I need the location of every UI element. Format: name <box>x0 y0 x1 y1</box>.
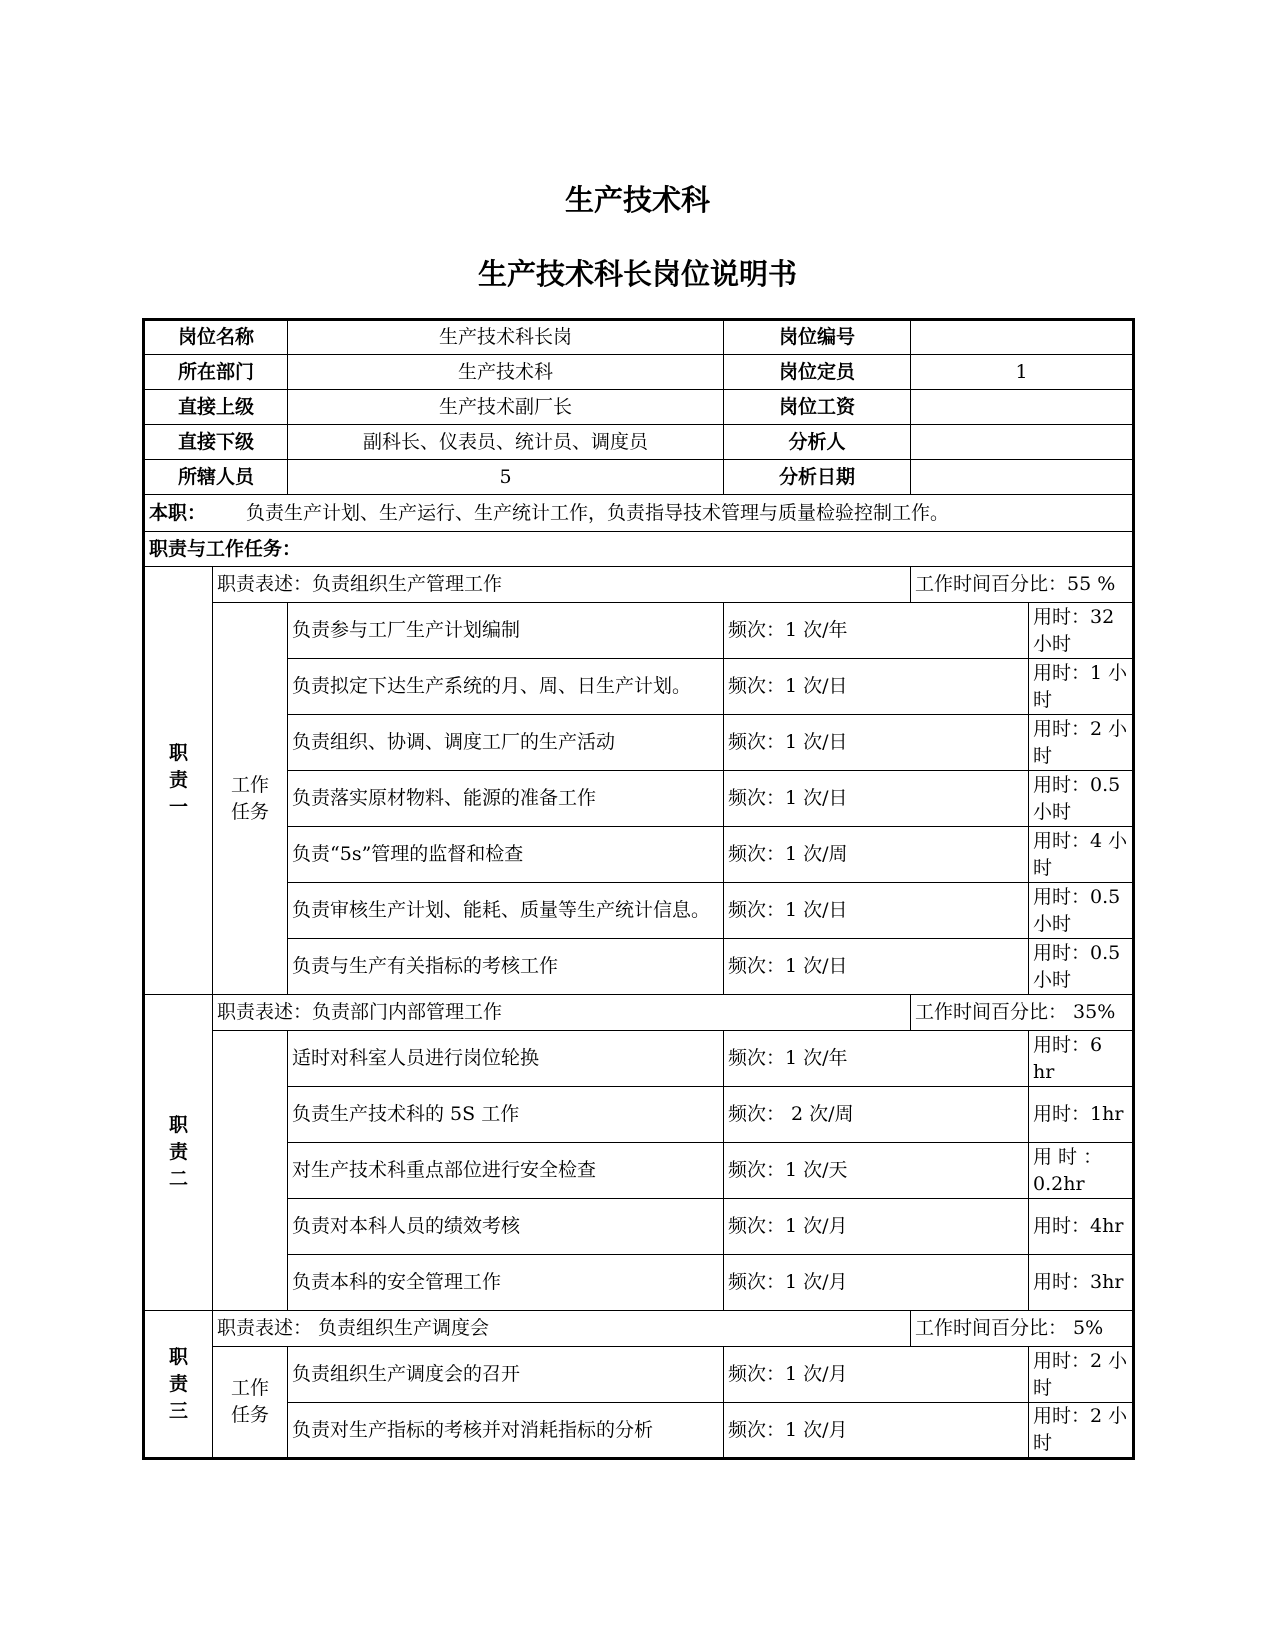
duty-time-percent: 工作时间百分比： 35% <box>911 995 1134 1031</box>
position-no-label: 岗位编号 <box>724 320 911 355</box>
task-time: 用时：32 小时 <box>1029 603 1134 659</box>
task-row <box>144 1143 1134 1199</box>
task-text: 对生产技术科重点部位进行安全检查 <box>288 1143 724 1199</box>
task-group-label <box>213 1347 288 1459</box>
duty-label <box>144 1311 213 1459</box>
task-text: 负责对生产指标的考核并对消耗指标的分析 <box>288 1403 724 1459</box>
duty-label-char: 一 <box>168 796 188 818</box>
position-no-value <box>911 320 1134 355</box>
task-row <box>144 1347 1134 1403</box>
task-frequency: 频次：1 次/日 <box>724 659 1029 715</box>
position-name-label: 岗位名称 <box>144 320 288 355</box>
task-frequency: 频次：1 次/年 <box>724 1031 1029 1087</box>
duty-label-char: 责 <box>168 1141 188 1163</box>
task-frequency: 频次：1 次/日 <box>724 883 1029 939</box>
duty-label-char: 职 <box>168 1114 188 1136</box>
task-text: 负责参与工厂生产计划编制 <box>288 603 724 659</box>
core-duty-text: 负责生产计划、生产运行、生产统计工作，负责指导技术管理与质量检验控制工作。 <box>246 501 950 524</box>
task-group-label-part: 工作 <box>231 773 270 796</box>
task-text: 负责拟定下达生产系统的月、周、日生产计划。 <box>288 659 724 715</box>
task-time: 用时：3hr <box>1029 1255 1134 1311</box>
duty-label-char: 责 <box>168 769 188 791</box>
analysis-date-label: 分析日期 <box>724 460 911 495</box>
subordinate-label: 直接下级 <box>144 425 288 460</box>
duties-header: 职责与工作任务： <box>144 532 1134 567</box>
core-duty-row <box>144 495 1134 532</box>
info-row <box>144 460 1134 495</box>
task-frequency: 频次：1 次/月 <box>724 1403 1029 1459</box>
info-row <box>144 355 1134 390</box>
salary-value <box>911 390 1134 425</box>
task-time: 用时：4hr <box>1029 1199 1134 1255</box>
task-row <box>144 939 1134 995</box>
task-row <box>144 603 1134 659</box>
task-row <box>144 1403 1134 1459</box>
task-time: 用时：1 小时 <box>1029 659 1134 715</box>
task-group-label <box>213 603 288 995</box>
task-row <box>144 1199 1134 1255</box>
superior-label: 直接上级 <box>144 390 288 425</box>
quota-value: 1 <box>911 355 1134 390</box>
duty-desc-row <box>144 995 1134 1031</box>
task-frequency: 频次：1 次/月 <box>724 1347 1029 1403</box>
document-title: 生产技术科长岗位说明书 <box>477 257 797 291</box>
duty-label-char: 职 <box>168 1345 188 1368</box>
task-time: 用时：6 hr <box>1029 1031 1134 1087</box>
info-row <box>144 390 1134 425</box>
task-text: 负责与生产有关指标的考核工作 <box>288 939 724 995</box>
info-row <box>144 320 1134 355</box>
task-frequency: 频次：1 次/天 <box>724 1143 1029 1199</box>
task-row <box>144 715 1134 771</box>
duty-label <box>144 995 213 1311</box>
task-time: 用时：1hr <box>1029 1087 1134 1143</box>
task-frequency: 频次：1 次/月 <box>724 1199 1029 1255</box>
superior-value: 生产技术副厂长 <box>288 390 724 425</box>
task-time: 用时：2 小时 <box>1029 1403 1134 1459</box>
duty-description: 职责表述：负责部门内部管理工作 <box>213 995 911 1031</box>
analyst-value <box>911 425 1134 460</box>
subordinate-value: 副科长、仪表员、统计员、调度员 <box>288 425 724 460</box>
task-frequency: 频次：1 次/日 <box>724 715 1029 771</box>
duty-time-percent: 工作时间百分比：55 % <box>911 567 1134 603</box>
task-frequency: 频次：1 次/日 <box>724 939 1029 995</box>
dept-label: 所在部门 <box>144 355 288 390</box>
task-row <box>144 1255 1134 1311</box>
task-text: 负责本科的安全管理工作 <box>288 1255 724 1311</box>
core-duty-label: 本职： <box>149 501 207 524</box>
task-row <box>144 1031 1134 1087</box>
task-time: 用时：0.5 小时 <box>1029 883 1134 939</box>
duty-description: 职责表述： 负责组织生产调度会 <box>213 1311 911 1347</box>
task-row <box>144 771 1134 827</box>
duties-header-row <box>144 532 1134 567</box>
task-row <box>144 827 1134 883</box>
salary-label: 岗位工资 <box>724 390 911 425</box>
task-frequency: 频次：1 次/年 <box>724 603 1029 659</box>
staff-label: 所辖人员 <box>144 460 288 495</box>
duty-label-char: 职 <box>168 742 188 764</box>
task-text: 负责组织生产调度会的召开 <box>288 1347 724 1403</box>
task-group-label-part: 任务 <box>231 800 270 823</box>
task-text: 负责组织、协调、调度工厂的生产活动 <box>288 715 724 771</box>
task-row <box>144 1087 1134 1143</box>
position-name-value: 生产技术科长岗 <box>288 320 724 355</box>
task-time: 用时：0.5 小时 <box>1029 939 1134 995</box>
duty-label-char: 责 <box>168 1372 188 1395</box>
quota-label: 岗位定员 <box>724 355 911 390</box>
task-frequency: 频次：1 次/日 <box>724 771 1029 827</box>
dept-value: 生产技术科 <box>288 355 724 390</box>
task-text: 负责“5s”管理的监督和检查 <box>288 827 724 883</box>
analysis-date-value <box>911 460 1134 495</box>
task-time: 用时：4 小时 <box>1029 827 1134 883</box>
page-title: 生产技术科 <box>564 183 710 217</box>
task-frequency: 频次：1 次/月 <box>724 1255 1029 1311</box>
duty-label-char: 三 <box>168 1399 188 1422</box>
task-group-label-part: 任务 <box>231 1404 270 1426</box>
task-time: 用时：0.5 小时 <box>1029 771 1134 827</box>
task-time: 用 时 ：0.2hr <box>1029 1143 1134 1199</box>
task-text: 负责落实原材物料、能源的准备工作 <box>288 771 724 827</box>
task-frequency: 频次：1 次/周 <box>724 827 1029 883</box>
duty-desc-row <box>144 1311 1134 1347</box>
info-row <box>144 425 1134 460</box>
task-text: 适时对科室人员进行岗位轮换 <box>288 1031 724 1087</box>
task-text: 负责生产技术科的 5S 工作 <box>288 1087 724 1143</box>
duty-label-char: 二 <box>168 1168 188 1190</box>
task-time: 用时：2 小时 <box>1029 715 1134 771</box>
analyst-label: 分析人 <box>724 425 911 460</box>
task-text: 负责审核生产计划、能耗、质量等生产统计信息。 <box>288 883 724 939</box>
task-group-label-part: 工作 <box>231 1377 270 1399</box>
duty-description: 职责表述：负责组织生产管理工作 <box>213 567 911 603</box>
task-group-label <box>213 1031 288 1311</box>
duty-desc-row <box>144 567 1134 603</box>
task-text: 负责对本科人员的绩效考核 <box>288 1199 724 1255</box>
task-frequency: 频次： 2 次/周 <box>724 1087 1029 1143</box>
staff-value: 5 <box>288 460 724 495</box>
task-time: 用时：2 小时 <box>1029 1347 1134 1403</box>
duty-label <box>144 567 213 995</box>
task-row <box>144 659 1134 715</box>
duty-time-percent: 工作时间百分比： 5% <box>911 1311 1134 1347</box>
job-description-table <box>142 318 1135 1460</box>
task-row <box>144 883 1134 939</box>
